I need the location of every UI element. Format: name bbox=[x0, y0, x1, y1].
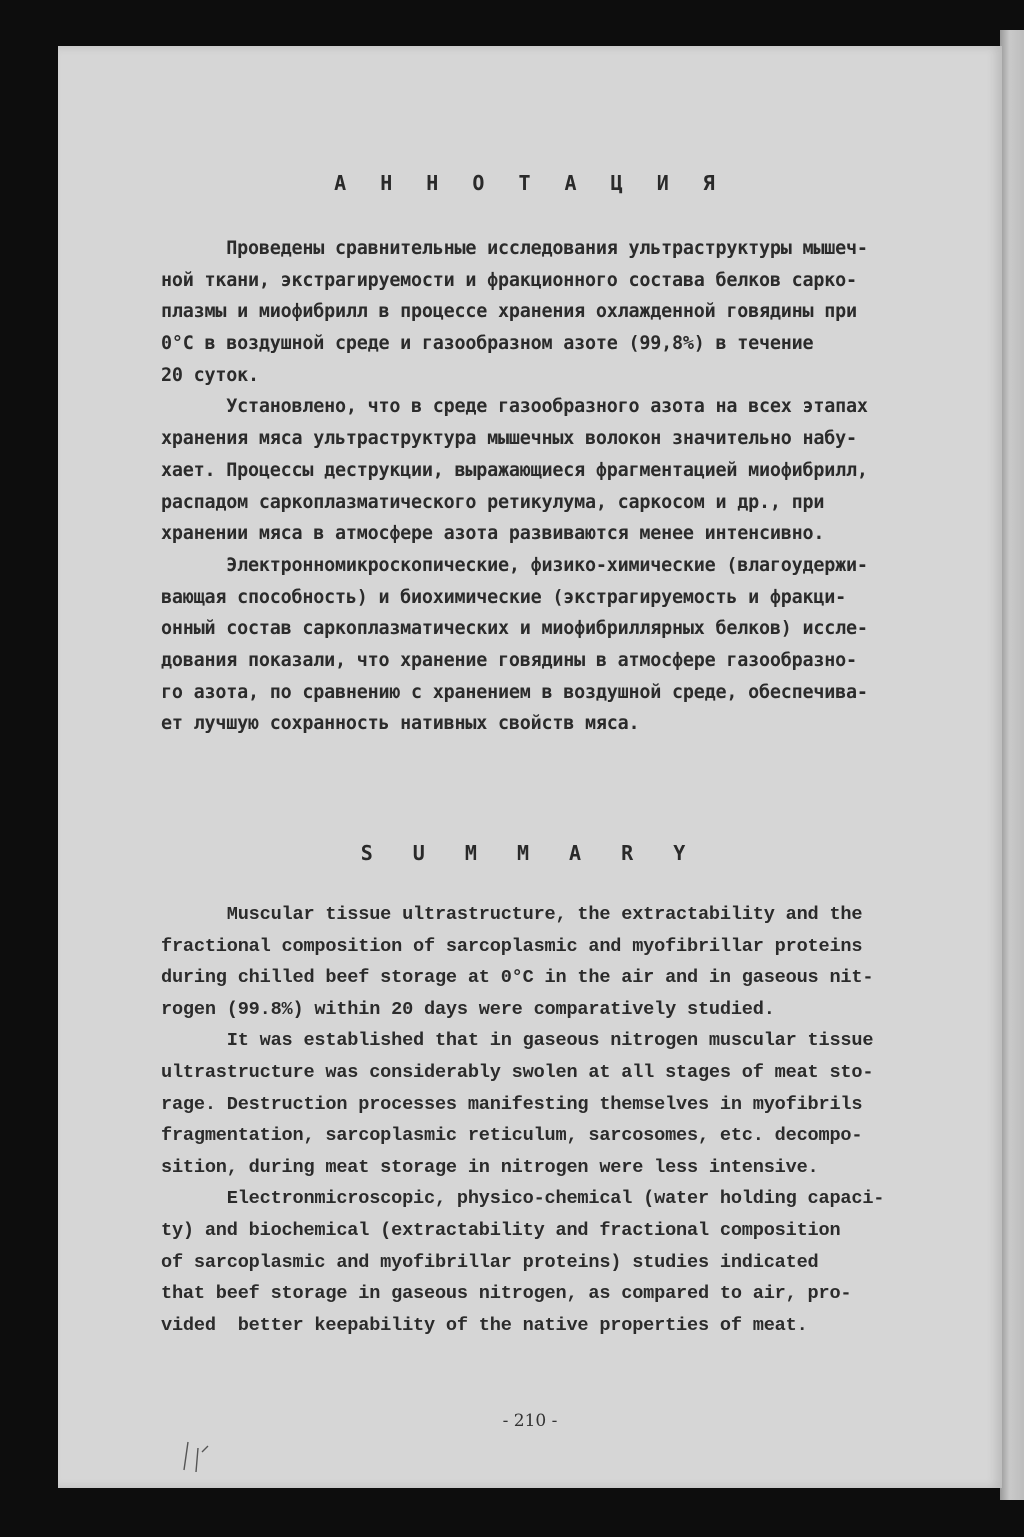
summary-heading: S U M M A R Y bbox=[360, 841, 700, 865]
summary-line: fractional composition of sarcoplasmic and myofibrillar proteins bbox=[161, 935, 863, 957]
annotation-line: Установлено, что в среде газообразного азота на всех этапах bbox=[161, 396, 868, 418]
summary-line: that beef storage in gaseous nitrogen, as compared to air, pro- bbox=[161, 1283, 852, 1305]
page-number: - 210 - bbox=[502, 1411, 558, 1431]
summary-line: rage. Destruction processes manifesting themselves in myofibrils bbox=[161, 1093, 863, 1115]
annotation-line: дования показали, что хранение говядины в атмосфере газообразно- bbox=[161, 649, 857, 671]
summary-line: ty) and biochemical (extractability and fractional composition bbox=[161, 1219, 841, 1241]
annotation-heading: А Н Н О Т А Ц И Я bbox=[334, 171, 726, 195]
annotation-line: вающая способность) и биохимические (экстрагируемость и фракци- bbox=[161, 586, 846, 608]
pencil-mark-icon bbox=[178, 1434, 228, 1474]
annotation-line: Проведены сравнительные исследования ультраструктуры мышеч- bbox=[161, 238, 868, 259]
annotation-line: плазмы и миофибрилл в процессе хранения охлажденной говядины при bbox=[161, 301, 857, 323]
summary-line: sition, during meat storage in nitrogen were less intensive. bbox=[161, 1156, 819, 1178]
summary-line: of sarcoplasmic and myofibrillar proteins) studies indicated bbox=[161, 1251, 819, 1273]
summary-line: vided better keepability of the native properties of meat. bbox=[161, 1314, 808, 1336]
summary-line: It was established that in gaseous nitrogen muscular tissue bbox=[161, 1030, 874, 1052]
summary-line: fragmentation, sarcoplasmic reticulum, sarcosomes, etc. decompo- bbox=[161, 1125, 863, 1147]
annotation-line: 0°С в воздушной среде и газообразном азоте (99,8%) в течение bbox=[161, 333, 814, 355]
summary-line: rogen (99.8%) within 20 days were comparatively studied. bbox=[161, 998, 775, 1020]
annotation-line: го азота, по сравнению с хранением в воздушной среде, обеспечива- bbox=[161, 681, 868, 703]
annotation-line: распадом саркоплазматического ретикулума, саркосом и др., при bbox=[161, 491, 825, 513]
document-page bbox=[58, 46, 1002, 1488]
annotation-line: хает. Процессы деструкции, выражающиеся фрагментацией миофибрилл, bbox=[161, 459, 868, 481]
page-edge bbox=[1000, 30, 1024, 1500]
annotation-line: 20 суток. bbox=[161, 364, 259, 386]
annotation-line: хранении мяса в атмосфере азота развиваются менее интенсивно. bbox=[161, 523, 825, 545]
summary-line: Muscular tissue ultrastructure, the extractability and the bbox=[161, 904, 863, 925]
annotation-line: хранения мяса ультраструктура мышечных волокон значительно набу- bbox=[161, 428, 857, 450]
summary-line: Electronmicroscopic, physico-chemical (water holding capaci- bbox=[161, 1188, 885, 1210]
annotation-line: ет лучшую сохранность нативных свойств мяса. bbox=[161, 713, 640, 735]
annotation-line: ной ткани, экстрагируемости и фракционного состава белков сарко- bbox=[161, 269, 857, 291]
summary-text bbox=[161, 899, 884, 1341]
annotation-text bbox=[161, 233, 868, 740]
summary-line: ultrastructure was considerably swolen at all stages of meat sto- bbox=[161, 1061, 874, 1083]
summary-line: during chilled beef storage at 0°C in the air and in gaseous nit- bbox=[161, 967, 874, 989]
annotation-line: онный состав саркоплазматических и миофибриллярных белков) иссле- bbox=[161, 618, 868, 640]
annotation-line: Электронномикроскопические, физико-химические (влагоудержи- bbox=[161, 554, 868, 576]
